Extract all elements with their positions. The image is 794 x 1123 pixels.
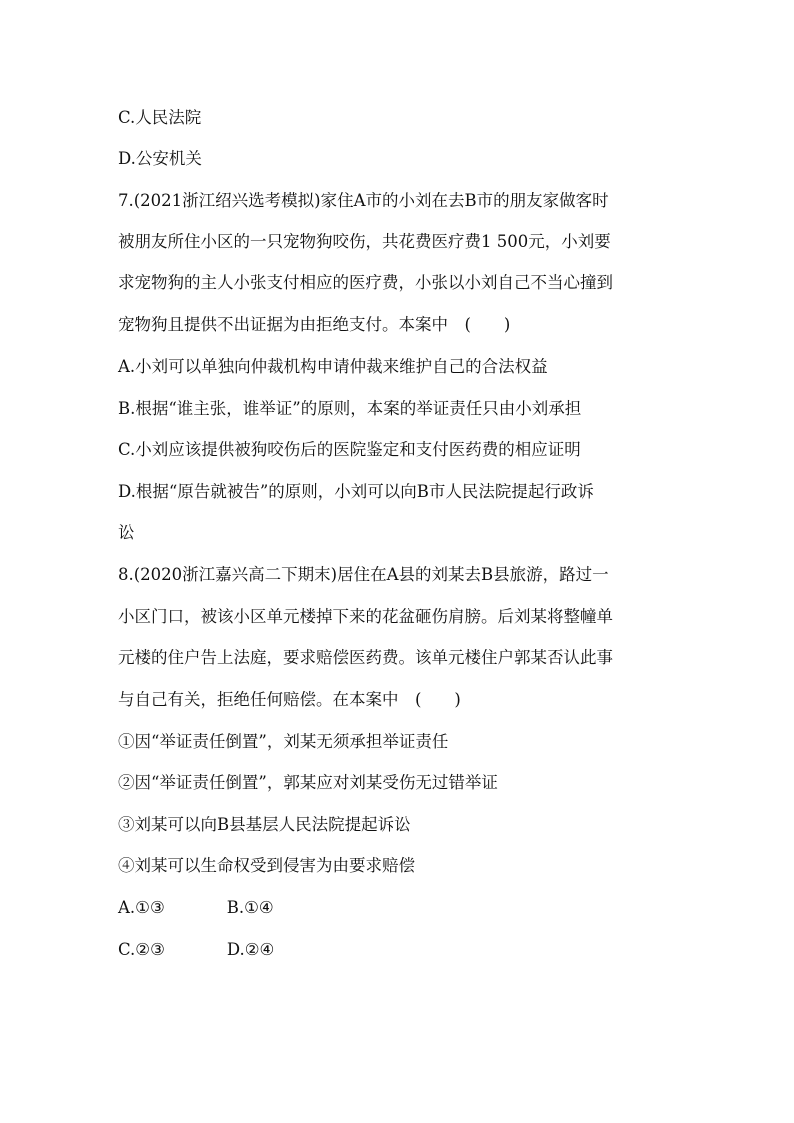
q8-choice-d: D.②④ — [226, 940, 275, 959]
q8-statement-2: ②因“举证责任倒置”，郭某应对刘某受伤无过错举证 — [118, 773, 498, 792]
q7-option-c: C.小刘应该提供被狗咬伤后的医院鉴定和支付医药费的相应证明 — [118, 440, 581, 459]
q7-option-b: B.根据“谁主张，谁举证”的原则，本案的举证责任只由小刘承担 — [118, 399, 582, 418]
q8-stem-line-2: 小区门口，被该小区单元楼掉下来的花盆砸伤肩膀。后刘某将整幢单 — [118, 607, 613, 626]
q8-choice-c: C.②③ — [118, 940, 165, 959]
q8-choice-b: B.①④ — [226, 898, 274, 917]
q8-stem-line-4: 与自己有关，拒绝任何赔偿。在本案中 ( ) — [118, 690, 461, 709]
q6-option-c: C.人民法院 — [118, 108, 202, 127]
q8-stem-line-3: 元楼的住户告上法庭，要求赔偿医药费。该单元楼住户郭某否认此事 — [118, 648, 613, 667]
q7-option-a: A.小刘可以单独向仲裁机构申请仲裁来维护自己的合法权益 — [118, 357, 548, 376]
q7-stem-line-1: 7.(2021浙江绍兴选考模拟)家住A市的小刘在去B市的朋友家做客时 — [118, 191, 609, 210]
q8-choice-row-2 — [118, 940, 688, 960]
q8-choice-a: A.①③ — [118, 898, 165, 917]
q7-stem-line-2: 被朋友所住小区的一只宠物狗咬伤，共花费医疗费1 500元，小刘要 — [118, 232, 611, 251]
q6-option-d: D.公安机关 — [118, 149, 202, 168]
q7-option-d-cont: 讼 — [118, 523, 135, 542]
q8-statement-4: ④刘某可以生命权受到侵害为由要求赔偿 — [118, 856, 415, 875]
q8-statement-3: ③刘某可以向B县基层人民法院提起诉讼 — [118, 815, 411, 834]
q7-option-d: D.根据“原告就被告”的原则，小刘可以向B市人民法院提起行政诉 — [118, 482, 594, 501]
q7-stem-line-3: 求宠物狗的主人小张支付相应的医疗费，小张以小刘自己不当心撞到 — [118, 273, 613, 292]
q8-stem-line-1: 8.(2020浙江嘉兴高二下期末)居住在A县的刘某去B县旅游，路过一 — [118, 565, 609, 584]
q8-statement-1: ①因“举证责任倒置”，刘某无须承担举证责任 — [118, 732, 449, 751]
q8-choice-row-1 — [118, 898, 688, 918]
q7-stem-line-4: 宠物狗且提供不出证据为由拒绝支付。本案中 ( ) — [118, 315, 511, 334]
